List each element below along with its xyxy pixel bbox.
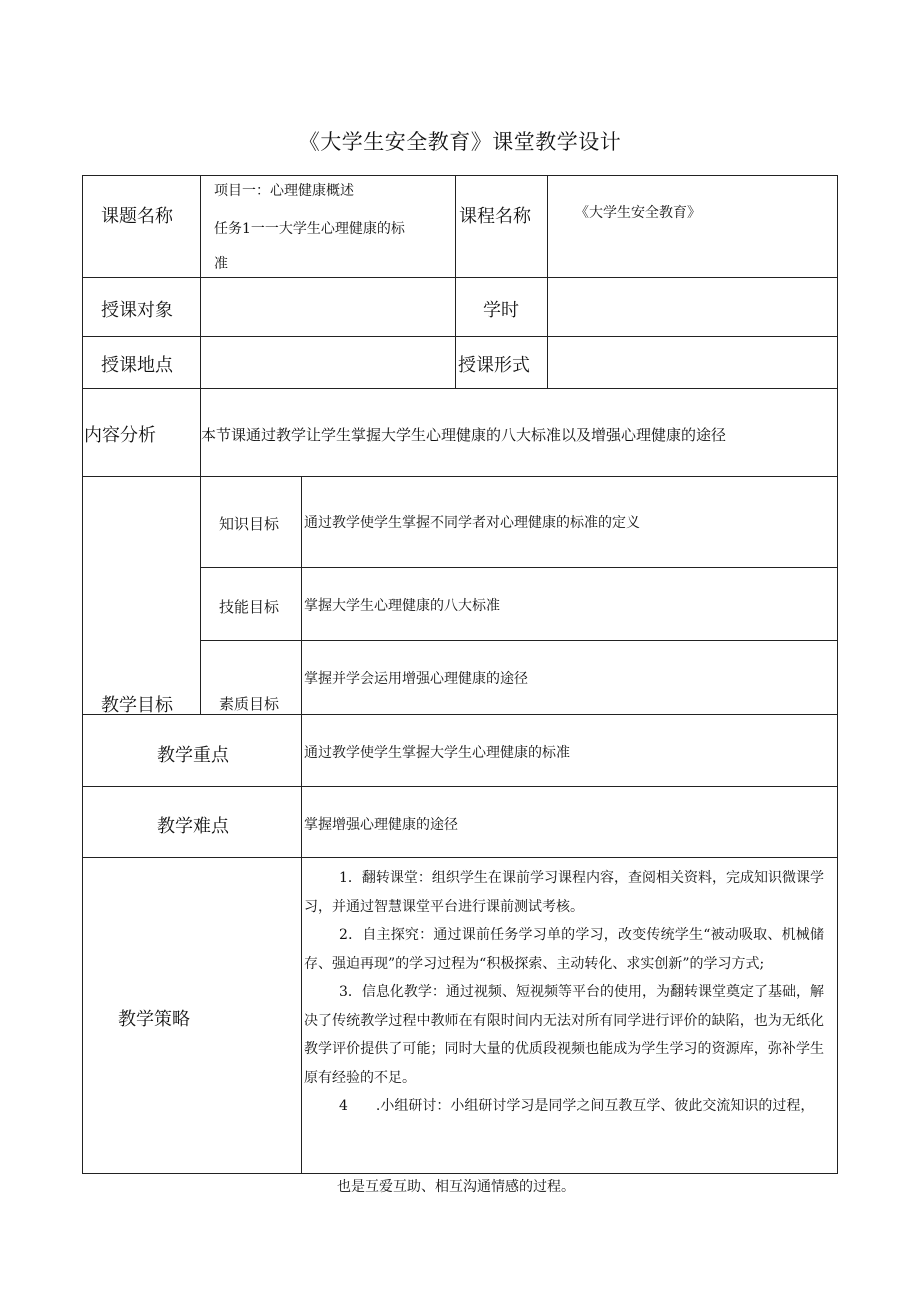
keypoint-value: 通过教学使学生掌握大学生心理健康的标准: [304, 745, 570, 761]
location-label: 授课地点: [101, 355, 173, 376]
knowledge-label: 知识目标: [219, 515, 280, 533]
topic-line-3: 准: [214, 256, 228, 272]
strategy-item: 4 .小组研讨：小组研讨学习是同学之间互教互学、彼此交流知识的过程，: [339, 1098, 815, 1114]
row-divider: [83, 336, 838, 337]
page-title: 《大学生安全教育》课堂教学设计: [298, 130, 622, 154]
footer-continuation: 也是互爱互助、相互沟通情感的过程。: [337, 1179, 575, 1195]
analysis-value: 本节课通过教学让学生掌握大学生心理健康的八大标准以及增强心理健康的途径: [201, 426, 727, 444]
skill-value: 掌握大学生心理健康的八大标准: [304, 598, 500, 614]
analysis-label: 内容分析: [84, 425, 156, 446]
difficulty-label: 教学难点: [157, 816, 229, 837]
topic-line-1: 项目一：心理健康概述: [214, 183, 354, 199]
col-divider: [301, 476, 302, 1173]
col-divider: [200, 176, 201, 388]
hours-label: 学时: [483, 300, 519, 321]
course-label: 课程名称: [459, 206, 531, 227]
keypoint-label: 教学重点: [157, 745, 229, 766]
row-divider: [83, 857, 838, 858]
row-divider: [83, 714, 838, 715]
row-divider: [83, 476, 838, 477]
strategy-item: 2．自主探究：通过课前任务学习单的学习，改变传统学生“被动吸取、机械储存、强迫再现”的学习过程为“积极探索、主动转化、求实创新”的学习方式;: [304, 927, 824, 972]
objectives-label: 教学目标: [101, 695, 173, 716]
skill-label: 技能目标: [219, 598, 280, 616]
quality-label: 素质目标: [219, 695, 280, 713]
topic-label: 课题名称: [101, 206, 173, 227]
quality-value: 掌握并学会运用增强心理健康的途径: [304, 671, 528, 687]
row-divider: [200, 567, 838, 568]
row-divider: [200, 640, 838, 641]
row-divider: [83, 277, 838, 278]
audience-label: 授课对象: [101, 300, 173, 321]
strategy-list: [304, 864, 824, 1121]
row-divider: [83, 786, 838, 787]
strategy-item: 1．翻转课堂：组织学生在课前学习课程内容，查阅相关资料，完成知识微课学习，并通过智慧课堂平台进行课前测试考核。: [304, 870, 824, 915]
col-divider: [455, 176, 456, 388]
col-divider: [547, 176, 548, 388]
knowledge-value: 通过教学使学生掌握不同学者对心理健康的标准的定义: [304, 515, 640, 531]
col-divider: [200, 476, 201, 714]
strategy-item: 3．信息化教学：通过视频、短视频等平台的使用，为翻转课堂奠定了基础，解决了传统教学过程中教师在有限时间内无法对所有同学进行评价的缺陷，也为无纸化教学评价提供了可能；同时大量的优质段视频也能成为学生学习的资源库，弥补学生原有经验的不足。: [304, 984, 824, 1086]
difficulty-value: 掌握增强心理健康的途径: [304, 817, 458, 833]
strategy-label: 教学策略: [118, 1009, 190, 1030]
format-label: 授课形式: [458, 355, 530, 376]
course-value: 《大学生安全教育》: [575, 205, 701, 221]
row-divider: [83, 388, 838, 389]
topic-line-2: 任务1一一大学生心理健康的标: [214, 221, 405, 237]
